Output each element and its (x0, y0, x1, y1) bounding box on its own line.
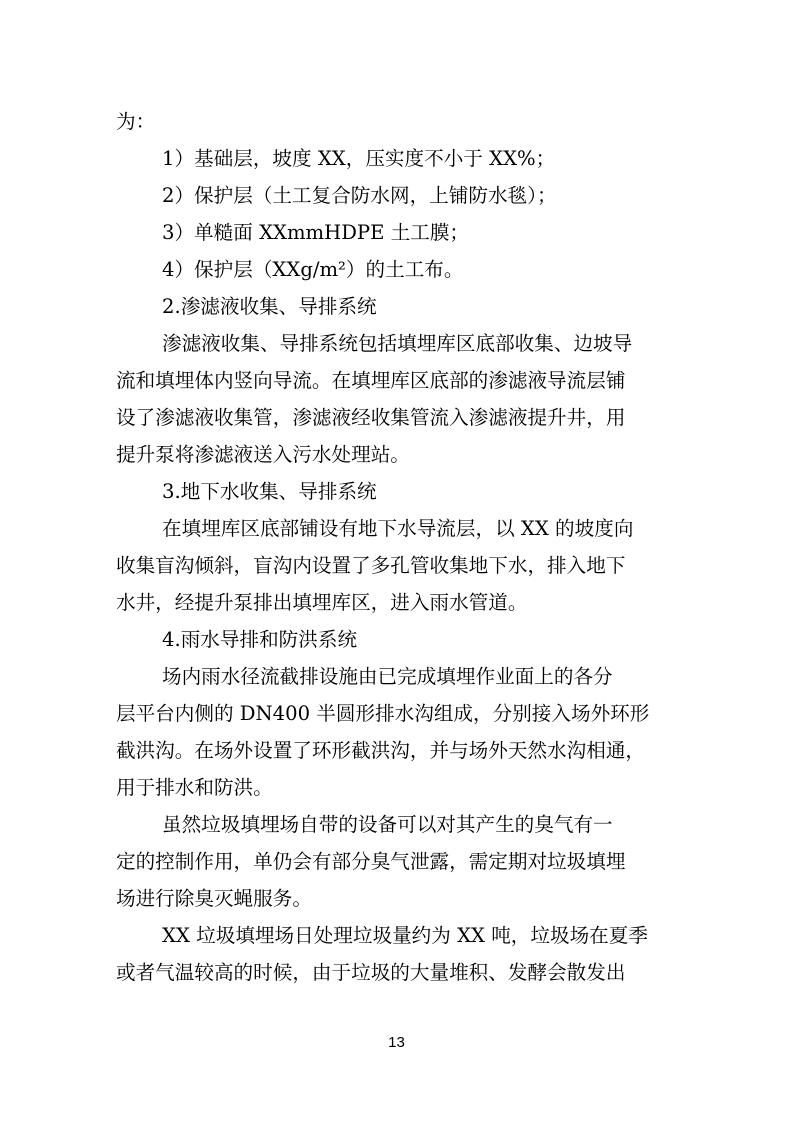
list-item-3: 3）单糙面 XXmmHDPE 土工膜； (162, 221, 470, 244)
paragraph-line: 截洪沟。在场外设置了环形截洪沟，并与场外天然水沟相通， (116, 739, 646, 762)
list-item-2: 2）保护层（土工复合防水网，上铺防水毯）； (162, 184, 557, 207)
paragraph-line: 流和填埋体内竖向导流。在填埋库区底部的渗滤液导流层铺 (116, 369, 626, 392)
paragraph-line: 提升泵将渗滤液送入污水处理站。 (116, 443, 410, 466)
page-number: 13 (388, 1034, 405, 1051)
section-heading-4: 4.雨水导排和防洪系统 (162, 628, 358, 651)
paragraph-line: 场内雨水径流截排设施由已完成填埋作业面上的各分 (162, 665, 613, 688)
paragraph-line: 收集盲沟倾斜，盲沟内设置了多孔管收集地下水，排入地下 (116, 554, 626, 577)
paragraph-line: 虽然垃圾填埋场自带的设备可以对其产生的臭气有一 (162, 813, 613, 836)
paragraph-line: 场进行除臭灭蝇服务。 (116, 887, 312, 910)
section-heading-2: 2.渗滤液收集、导排系统 (162, 295, 377, 318)
paragraph-line: 渗滤液收集、导排系统包括填埋库区底部收集、边坡导 (162, 332, 633, 355)
paragraph-line: 层平台内侧的 DN400 半圆形排水沟组成，分别接入场外环形 (116, 702, 650, 725)
paragraph-line: XX 垃圾填埋场日处理垃圾量约为 XX 吨，垃圾场在夏季 (162, 924, 648, 947)
section-heading-3: 3.地下水收集、导排系统 (162, 480, 377, 503)
paragraph-line: 水井，经提升泵排出填埋库区，进入雨水管道。 (116, 591, 528, 614)
list-item-1: 1）基础层，坡度 XX，压实度不小于 XX%； (162, 147, 556, 170)
paragraph-line: 设了渗滤液收集管，渗滤液经收集管流入渗滤液提升井，用 (116, 406, 626, 429)
paragraph-line: 用于排水和防洪。 (116, 776, 273, 799)
paragraph-line: 或者气温较高的时候，由于垃圾的大量堆积、发酵会散发出 (116, 961, 626, 984)
paragraph-line: 定的控制作用，单仍会有部分臭气泄露，需定期对垃圾填埋 (116, 850, 626, 873)
list-item-4: 4）保护层（XXg/m²）的土工布。 (162, 258, 464, 281)
paragraph-line: 在填埋库区底部铺设有地下水导流层，以 XX 的坡度向 (162, 517, 634, 540)
text-line-intro: 为： (116, 110, 156, 133)
